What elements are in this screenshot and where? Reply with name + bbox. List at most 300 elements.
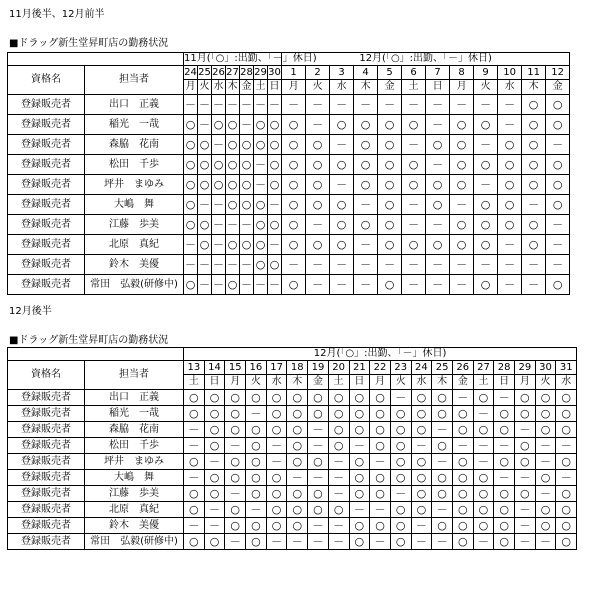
attendance-mark: － [515,422,536,438]
attendance-mark: － [328,518,349,534]
attendance-mark: － [268,195,282,215]
attendance-mark: － [268,235,282,255]
attendance-mark: ○ [556,534,577,550]
attendance-mark: ○ [378,215,402,235]
day-number: 27 [473,361,494,375]
attendance-mark: ○ [494,422,515,438]
day-number-row [8,66,570,80]
attendance-mark: ○ [411,470,432,486]
attendance-mark: ○ [184,215,198,235]
attendance-mark: ○ [266,502,287,518]
attendance-mark: ○ [452,422,473,438]
staff-name-cell: 北原 真紀 [85,502,184,518]
attendance-mark: ○ [266,406,287,422]
attendance-mark: ○ [390,438,411,454]
attendance-mark: ○ [354,115,378,135]
attendance-mark: － [282,255,306,275]
day-number: 4 [354,66,378,80]
day-number: 17 [266,361,287,375]
attendance-mark: ○ [198,235,212,255]
day-number: 3 [330,66,354,80]
attendance-mark: － [287,470,308,486]
attendance-mark: － [450,95,474,115]
qualification-cell: 登録販売者 [8,390,85,406]
attendance-mark: ○ [522,135,546,155]
attendance-mark: ○ [225,422,246,438]
attendance-mark: ○ [494,534,515,550]
attendance-mark: － [268,275,282,295]
attendance-mark: ○ [306,235,330,255]
attendance-mark: ○ [328,422,349,438]
attendance-mark: － [198,95,212,115]
attendance-mark: ○ [432,438,453,454]
weekday: 水 [212,80,226,95]
attendance-mark: － [390,486,411,502]
attendance-mark: － [266,534,287,550]
attendance-mark: ○ [266,470,287,486]
staff-row [8,486,577,502]
staff-name-cell: 松田 千歩 [85,438,184,454]
attendance-mark: － [450,255,474,275]
attendance-mark: ○ [225,406,246,422]
attendance-mark: － [402,95,426,115]
attendance-mark: ○ [474,235,498,255]
attendance-mark: ○ [546,195,570,215]
attendance-mark: － [515,518,536,534]
attendance-mark: － [515,534,536,550]
attendance-mark: － [498,115,522,135]
attendance-mark: － [328,486,349,502]
attendance-mark: ○ [546,155,570,175]
attendance-mark: － [354,195,378,215]
attendance-mark: ○ [204,422,225,438]
column-header-qualification: 資格名 [8,66,85,95]
attendance-mark: － [378,95,402,115]
staff-name-cell: 森脇 花南 [85,135,184,155]
schedule-table-2 [7,347,577,550]
attendance-mark: ○ [306,195,330,215]
attendance-mark: － [204,454,225,470]
attendance-mark: － [498,95,522,115]
staff-name-cell: 坪井 まゆみ [85,454,184,470]
attendance-mark: － [184,422,205,438]
attendance-mark: ○ [546,95,570,115]
attendance-mark: ○ [473,502,494,518]
attendance-mark: － [306,215,330,235]
staff-row [8,454,577,470]
day-number: 25 [198,66,211,78]
weekday: 土 [184,375,205,390]
attendance-mark: ○ [266,390,287,406]
attendance-mark: － [390,390,411,406]
attendance-mark: ○ [498,195,522,215]
staff-name-cell: 常田 弘毅(研修中) [85,275,184,295]
attendance-mark: ○ [198,155,212,175]
month-header-row [8,348,577,361]
qualification-cell: 登録販売者 [8,195,85,215]
weekday: 火 [535,375,556,390]
attendance-mark: ○ [390,406,411,422]
attendance-mark: － [535,486,556,502]
attendance-mark: ○ [378,275,402,295]
attendance-mark: ○ [535,390,556,406]
attendance-mark: ○ [354,135,378,155]
qualification-cell: 登録販売者 [8,486,85,502]
day-number: 24 [411,361,432,375]
attendance-mark: － [474,95,498,115]
staff-name-cell: 森脇 花南 [85,422,184,438]
attendance-mark: － [308,534,329,550]
attendance-mark: ○ [411,390,432,406]
attendance-mark: ○ [378,135,402,155]
attendance-mark: － [474,135,498,155]
qualification-cell: 登録販売者 [8,275,85,295]
attendance-mark: ○ [212,155,226,175]
attendance-mark: ○ [474,215,498,235]
attendance-mark: － [515,502,536,518]
day-number: 29 [515,361,536,375]
attendance-mark: ○ [254,195,268,215]
attendance-mark: ○ [246,486,267,502]
qualification-cell: 登録販売者 [8,518,85,534]
attendance-mark: ○ [426,135,450,155]
weekday: 木 [432,375,453,390]
day-number: 11 [522,66,546,80]
attendance-mark: ○ [308,486,329,502]
attendance-mark: ○ [349,390,370,406]
attendance-mark: ○ [328,406,349,422]
staff-name-cell: 鈴木 美優 [85,255,184,275]
attendance-mark: ○ [370,390,391,406]
attendance-mark: － [426,275,450,295]
qualification-cell: 登録販売者 [8,155,85,175]
weekday: 日 [204,375,225,390]
day-number: 15 [225,361,246,375]
day-number: 1 [282,66,306,80]
attendance-mark: ○ [452,470,473,486]
weekday: 土 [402,80,426,95]
attendance-mark: ○ [226,135,240,155]
attendance-mark: ○ [402,155,426,175]
staff-row [8,195,570,215]
month-label: 12月(「○」:出勤、「－」休日) [184,348,577,361]
attendance-mark: ○ [287,518,308,534]
day-number: 14 [204,361,225,375]
attendance-mark: － [198,255,212,275]
section-1-subtitle: ■ドラッグ新生堂昇町店の勤務状況 [9,38,169,49]
attendance-mark: － [522,255,546,275]
attendance-mark: － [287,534,308,550]
day-number: 24 [184,66,197,78]
attendance-mark: ○ [282,115,306,135]
weekday: 木 [522,80,546,95]
attendance-mark: ○ [287,390,308,406]
attendance-mark: ○ [556,518,577,534]
attendance-mark: ○ [535,422,556,438]
attendance-mark: ○ [370,438,391,454]
day-number: 7 [426,66,450,80]
attendance-mark: ○ [390,422,411,438]
attendance-mark: － [266,454,287,470]
attendance-mark: ○ [204,390,225,406]
attendance-mark: ○ [515,390,536,406]
attendance-mark: － [402,195,426,215]
attendance-mark: ○ [287,438,308,454]
attendance-mark: － [198,115,212,135]
weekday: 月 [515,375,536,390]
attendance-mark: － [354,255,378,275]
attendance-mark: ○ [473,486,494,502]
attendance-mark: － [184,518,205,534]
weekday: 金 [378,80,402,95]
attendance-mark: ○ [266,486,287,502]
attendance-mark: － [354,95,378,115]
attendance-mark: ○ [268,115,282,135]
staff-name-cell: 出口 正義 [85,95,184,115]
qualification-cell: 登録販売者 [8,95,85,115]
attendance-mark: ○ [522,175,546,195]
day-number: 31 [556,361,577,375]
weekday: 月 [282,80,306,95]
attendance-mark: ○ [474,195,498,215]
attendance-mark: ○ [282,175,306,195]
attendance-mark: － [204,502,225,518]
attendance-mark: － [330,175,354,195]
weekday: 水 [556,375,577,390]
attendance-mark: － [411,438,432,454]
attendance-mark: ○ [282,275,306,295]
staff-row [8,135,570,155]
attendance-mark: － [378,255,402,275]
attendance-mark: ○ [212,175,226,195]
attendance-mark: ○ [432,470,453,486]
attendance-mark: ○ [226,175,240,195]
attendance-mark: － [254,95,268,115]
attendance-mark: ○ [204,406,225,422]
attendance-mark: － [330,275,354,295]
attendance-mark: ○ [184,155,198,175]
attendance-mark: ○ [308,454,329,470]
attendance-mark: － [354,275,378,295]
attendance-mark: ○ [450,235,474,255]
attendance-mark: － [473,534,494,550]
attendance-mark: － [370,454,391,470]
attendance-mark: － [426,95,450,115]
attendance-mark: ○ [522,95,546,115]
attendance-mark: － [494,390,515,406]
attendance-mark: － [212,255,226,275]
attendance-mark: ○ [432,486,453,502]
column-header-staff: 担当者 [85,66,184,95]
qualification-cell: 登録販売者 [8,135,85,155]
attendance-mark: － [308,518,329,534]
attendance-mark: ○ [204,534,225,550]
attendance-mark: － [426,115,450,135]
attendance-mark: － [402,275,426,295]
attendance-mark: ○ [522,155,546,175]
attendance-mark: ○ [450,155,474,175]
attendance-mark: － [212,95,226,115]
attendance-mark: ○ [473,422,494,438]
attendance-mark: ○ [426,195,450,215]
attendance-mark: － [198,275,212,295]
attendance-mark: ○ [240,175,254,195]
staff-row [8,470,577,486]
attendance-mark: － [354,235,378,255]
weekday: 日 [349,375,370,390]
qualification-cell: 登録販売者 [8,422,85,438]
day-number: 23 [390,361,411,375]
weekday: 土 [473,375,494,390]
attendance-mark: － [306,115,330,135]
attendance-mark: ○ [282,155,306,175]
attendance-mark: ○ [225,470,246,486]
attendance-mark: ○ [474,155,498,175]
attendance-mark: ○ [390,454,411,470]
attendance-mark: ○ [226,235,240,255]
qualification-cell: 登録販売者 [8,406,85,422]
attendance-mark: ○ [370,486,391,502]
attendance-mark: ○ [308,390,329,406]
attendance-mark: ○ [287,502,308,518]
day-number: 28 [494,361,515,375]
weekday: 土 [328,375,349,390]
attendance-mark: － [546,135,570,155]
attendance-mark: ○ [330,215,354,235]
attendance-mark: ○ [226,115,240,135]
attendance-mark: ○ [556,422,577,438]
attendance-mark: ○ [450,135,474,155]
attendance-mark: － [306,275,330,295]
attendance-mark: － [240,275,254,295]
attendance-mark: － [426,255,450,275]
attendance-mark: － [411,534,432,550]
attendance-mark: ○ [330,115,354,135]
attendance-mark: － [474,255,498,275]
attendance-mark: － [450,195,474,215]
attendance-mark: ○ [254,235,268,255]
attendance-mark: ○ [184,502,205,518]
qualification-cell: 登録販売者 [8,115,85,135]
attendance-mark: ○ [246,438,267,454]
attendance-mark: － [225,534,246,550]
staff-row [8,235,570,255]
day-number: 10 [498,66,522,80]
attendance-mark: ○ [184,390,205,406]
staff-name-cell: 江藤 歩美 [85,215,184,235]
attendance-mark: ○ [498,135,522,155]
weekday: 水 [498,80,522,95]
attendance-mark: － [184,255,198,275]
weekday: 木 [287,375,308,390]
day-number: 16 [246,361,267,375]
day-number: 18 [287,361,308,375]
attendance-mark: － [184,470,205,486]
staff-name-cell: 稲光 一哉 [85,115,184,135]
attendance-mark: ○ [452,486,473,502]
attendance-mark: ○ [349,486,370,502]
attendance-mark: ○ [515,406,536,422]
attendance-mark: ○ [546,115,570,135]
weekday: 水 [411,375,432,390]
attendance-mark: ○ [254,215,268,235]
weekday: 木 [226,80,240,95]
day-number: 19 [308,361,329,375]
attendance-mark: ○ [246,534,267,550]
attendance-mark: ○ [184,135,198,155]
month-header-row [8,53,570,66]
attendance-mark: － [535,438,556,454]
attendance-mark: － [402,135,426,155]
attendance-mark: － [225,438,246,454]
staff-row [8,115,570,135]
staff-name-cell: 稲光 一哉 [85,406,184,422]
attendance-mark: ○ [473,470,494,486]
attendance-mark: ○ [246,422,267,438]
staff-row [8,406,577,422]
day-number: 30 [535,361,556,375]
day-number: 6 [402,66,426,80]
attendance-mark: ○ [287,422,308,438]
attendance-mark: － [494,470,515,486]
attendance-mark: ○ [328,438,349,454]
attendance-mark: － [498,255,522,275]
attendance-mark: ○ [330,155,354,175]
attendance-mark: ○ [411,454,432,470]
attendance-mark: ○ [402,115,426,135]
attendance-mark: ○ [282,195,306,215]
staff-row [8,155,570,175]
section-2-heading: 12月後半 [9,306,52,317]
attendance-mark: ○ [522,215,546,235]
attendance-mark: － [546,215,570,235]
attendance-mark: ○ [494,518,515,534]
staff-name-cell: 松田 千歩 [85,155,184,175]
attendance-mark: ○ [473,518,494,534]
attendance-mark: ○ [370,518,391,534]
day-number: 8 [450,66,474,80]
attendance-mark: － [184,95,198,115]
attendance-mark: ○ [378,175,402,195]
attendance-mark: ○ [226,275,240,295]
attendance-mark: ○ [450,115,474,135]
attendance-mark: － [411,518,432,534]
attendance-mark: ○ [522,115,546,135]
attendance-mark: ○ [246,454,267,470]
attendance-mark: ○ [184,275,198,295]
attendance-mark: － [328,470,349,486]
attendance-mark: ○ [402,175,426,195]
staff-row [8,95,570,115]
attendance-mark: － [240,215,254,235]
attendance-mark: ○ [556,390,577,406]
weekday: 日 [494,375,515,390]
attendance-mark: ○ [240,235,254,255]
attendance-mark: ○ [308,406,329,422]
attendance-mark: ○ [556,406,577,422]
attendance-mark: ○ [184,175,198,195]
attendance-mark: ○ [282,235,306,255]
attendance-mark: ○ [268,215,282,235]
attendance-mark: ○ [452,454,473,470]
staff-row [8,438,577,454]
attendance-mark: － [226,95,240,115]
attendance-mark: ○ [308,502,329,518]
staff-name-cell: 出口 正義 [85,390,184,406]
attendance-mark: ○ [498,155,522,175]
attendance-mark: ○ [204,486,225,502]
attendance-mark: ○ [306,175,330,195]
